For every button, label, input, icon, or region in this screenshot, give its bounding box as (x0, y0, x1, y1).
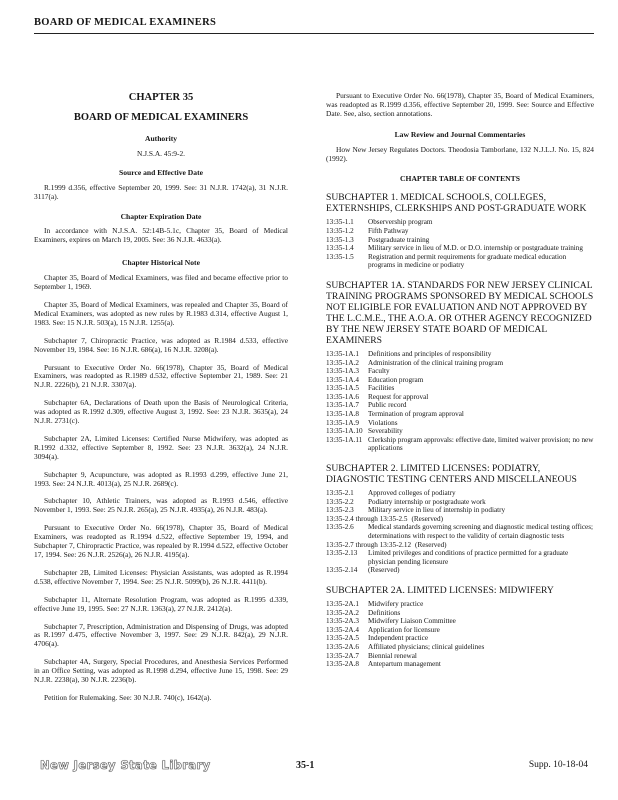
chapter-title: BOARD OF MEDICAL EXAMINERS (73, 112, 249, 123)
section-number: 13:35-2A.3 (326, 617, 359, 626)
history-note: Chapter 35, Board of Medical Examiners, was repealed and Chapter 35, Board of Medical Examiners, was adopted as new rules by R.1983 d.314, effective August 1, 1983. See: 15 N.J.R. 503(a), 15 N.J.R. 1255(a). (34, 299, 288, 327)
law-review-heading: Law Review and Journal Commentaries (394, 129, 526, 139)
expiration-text: In accordance with N.J.S.A. 52:14B-5.1c, Chapter 35, Board of Medical Examiners, expires on March 19, 2005. See: 36 N.J.R. 4633(a). (34, 226, 288, 245)
section-title: Definitions and principles of responsibility (368, 349, 492, 358)
toc-entry (326, 541, 594, 550)
expiration-heading: Chapter Expiration Date (120, 211, 202, 221)
toc-entry (326, 489, 594, 498)
section-title: Public record (368, 401, 407, 410)
section-title: Education program (368, 375, 424, 384)
section-title: Facilities (368, 384, 395, 393)
toc-entry (326, 617, 594, 626)
toc-entry (326, 367, 594, 376)
history-note: Subchapter 2A, Limited Licenses: Certified Nurse Midwifery, was adopted as R.1992 d.332, effective September 8, 1992. See: 23 N.J.R. 3632(a), 24 N.J.R. 3094(a). (34, 433, 288, 461)
history-note: Chapter 35, Board of Medical Examiners, was filed and became effective prior to September 1, 1969. (34, 273, 288, 292)
section-number: 13:35-1A.2 (326, 358, 359, 367)
toc-entry (326, 609, 594, 618)
subchapter-title: SUBCHAPTER 2. LIMITED LICENSES: PODIATRY, DIAGNOSTIC TESTING CENTERS AND MISCELLANEOUS (326, 463, 577, 486)
section-title: Administration of the clinical training program (368, 358, 504, 367)
section-title: Observership program (368, 218, 433, 227)
section-number: 13:35-2A.6 (326, 642, 359, 651)
toc-entry (326, 253, 594, 270)
toc-entry (326, 384, 594, 393)
section-title: (Reserved) (368, 566, 400, 575)
section-title: Clerkship program approvals: effective date, limited waiver provision; no new applications (368, 435, 594, 453)
right-column (326, 92, 594, 679)
history-note: Subchapter 4A, Surgery, Special Procedures, and Anesthesia Services Performed in an Office Setting, was adopted as R.1998 d.294, effective June 15, 1998. See: 29 N.J.R. 2238(a), 30 N.J.R. 2236(b). (34, 657, 288, 685)
toc-entry (326, 419, 594, 428)
section-title: Medical standards governing screening and diagnostic medical testing offices; determinations with respect to the validity of certain diagnostic tests (368, 523, 594, 540)
toc-entry (326, 515, 594, 524)
section-title: (Reserved) (411, 514, 443, 523)
section-number: 13:35-1.4 (326, 244, 354, 253)
section-title: Midwifery Liaison Committee (368, 617, 456, 626)
source-heading: Source and Effective Date (118, 167, 203, 177)
section-title: Podiatry internship or postgraduate work (368, 497, 486, 506)
section-title: Registration and permit requirements for graduate medical education programs in medicine or podiatry (368, 252, 567, 270)
history-notes (34, 274, 288, 703)
toc-entry (326, 634, 594, 643)
section-list (326, 218, 594, 270)
law-review-text: How New Jersey Regulates Doctors. Theodosia Tamborlane, 132 N.J.L.J. No. 15, 824 (1992). (326, 144, 594, 163)
section-title: Request for approval (368, 392, 429, 401)
section-number: 13:35-2A.2 (326, 608, 359, 617)
section-title: Limited privileges and conditions of practice permitted for a graduate physician pending licensure (368, 549, 569, 566)
subchapter-title: SUBCHAPTER 1A. STANDARDS FOR NEW JERSEY CLINICAL TRAINING PROGRAMS SPONSORED BY MEDICAL SCHOOLS NOT ELIGIBLE FOR EVALUATION AND NOT APPROVED BY THE L.C.M.E., THE A.O.A. OR OTHER AGENCY RECOGNIZED BY THE NEW JERSEY STATE BOARD OF MEDICAL EXAMINERS (326, 279, 594, 346)
section-number: 13:35-1.5 (326, 252, 354, 261)
history-note: Subchapter 7, Chiropractic Practice, was adopted as R.1984 d.533, effective November 19, 1984. See: 16 N.J.R. 686(a), 16 N.J.R. 3208(a). (34, 335, 288, 354)
chapter-number: CHAPTER 35 (128, 92, 194, 103)
history-note: Pursuant to Executive Order No. 66(1978), Chapter 35, Board of Medical Examiners, was readopted as R.1994 d.522, effective September 19, 1994, and Subchapter 7, Chiropractic Practice, was repealed by R.1994 d.522, effective October 17, 1994. See: 26 N.J.R. 2526(a), 26 N.J.R. 4195(a). (34, 523, 288, 559)
toc-entry (326, 652, 594, 661)
section-number: 13:35-1.2 (326, 226, 354, 235)
section-number: 13:35-2.6 (326, 523, 354, 532)
section-number: 13:35-2.3 (326, 506, 354, 515)
toc-entry (326, 218, 594, 227)
section-title: Fifth Pathway (368, 226, 409, 235)
toc-entry (326, 376, 594, 385)
section-list (326, 489, 594, 575)
section-title: Definitions (368, 608, 401, 617)
left-column (34, 92, 288, 712)
section-title: Violations (368, 418, 398, 427)
section-number: 13:35-2.7 through 13:35-2.12 (326, 540, 412, 549)
section-number: 13:35-1A.8 (326, 410, 359, 419)
section-title: Termination of program approval (368, 410, 464, 419)
toc-entry (326, 643, 594, 652)
section-title: Midwifery practice (368, 599, 424, 608)
section-title: Postgraduate training (368, 235, 430, 244)
toc-entry (326, 566, 594, 575)
authority-text: N.J.S.A. 45:9-2. (136, 148, 186, 158)
section-number: 13:35-2A.8 (326, 660, 359, 669)
section-number: 13:35-1A.7 (326, 401, 359, 410)
section-title: Independent practice (368, 634, 429, 643)
section-number: 13:35-1A.9 (326, 418, 359, 427)
toc-entry (326, 410, 594, 419)
section-number: 13:35-2A.1 (326, 599, 359, 608)
section-number: 13:35-2.14 (326, 566, 358, 575)
section-number: 13:35-1.1 (326, 218, 354, 227)
section-number: 13:35-2A.5 (326, 634, 359, 643)
section-number: 13:35-2A.7 (326, 651, 359, 660)
toc-entry (326, 393, 594, 402)
history-note: Subchapter 10, Athletic Trainers, was adopted as R.1993 d.546, effective November 1, 1993. See: 25 N.J.R. 265(a), 25 N.J.R. 4935(a), 26 N.J.R. 483(a). (34, 496, 288, 515)
section-title: Severability (368, 427, 403, 436)
source-text: R.1999 d.356, effective September 20, 1999. See: 31 N.J.R. 1742(a), 31 N.J.R. 3117(a). (34, 182, 288, 201)
toc-entry (326, 600, 594, 609)
section-number: 13:35-1A.5 (326, 384, 359, 393)
toc-entry (326, 506, 594, 515)
toc-entry (326, 427, 594, 436)
section-title: (Reserved) (415, 540, 447, 549)
subchapter-title: SUBCHAPTER 2A. LIMITED LICENSES: MIDWIFERY (326, 584, 554, 596)
history-note: Subchapter 6A, Declarations of Death upon the Basis of Neurological Criteria, was adopted as R.1992 d.309, effective August 3, 1992. See: 23 N.J.R. 3635(a), 24 N.J.R. 2731(c). (34, 398, 288, 426)
history-note: Subchapter 2B, Limited Licenses: Physician Assistants, was adopted as R.1994 d.538, effective November 7, 1994. See: 25 N.J.R. 5099(b), 26 N.J.R. 4411(b). (34, 567, 288, 586)
section-number: 13:35-1A.1 (326, 349, 359, 358)
section-number: 13:35-1A.3 (326, 367, 359, 376)
section-number: 13:35-1A.6 (326, 392, 359, 401)
toc-entry (326, 359, 594, 368)
toc-entry (326, 498, 594, 507)
toc-entry (326, 436, 594, 453)
toc-entry (326, 236, 594, 245)
section-title: Biennial renewal (368, 651, 417, 660)
section-number: 13:35-1A.10 (326, 427, 363, 436)
subchapter-title: SUBCHAPTER 1. MEDICAL SCHOOLS, COLLEGES, EXTERNSHIPS, CLERKSHIPS AND POST-GRADUATE WORK (326, 192, 587, 215)
table-of-contents (326, 192, 594, 668)
toc-entry (326, 523, 594, 540)
history-note: Subchapter 11, Alternate Resolution Program, was adopted as R.1995 d.339, effective June 19, 1995. See: 27 N.J.R. 1363(a), 27 N.J.R. 2412(a). (34, 594, 288, 613)
header-rule (34, 33, 594, 34)
section-number: 13:35-2.13 (326, 549, 358, 558)
section-number: 13:35-1.3 (326, 235, 354, 244)
section-list (326, 600, 594, 669)
library-logo: New Jersey State Library (40, 758, 211, 772)
toc-entry (326, 227, 594, 236)
toc-entry (326, 626, 594, 635)
readoption-note: Pursuant to Executive Order No. 66(1978), Chapter 35, Board of Medical Examiners, was readopted as R.1999 d.356, effective September 20, 1999. See: Source and Effective Date. See, also, section annotations. (326, 91, 594, 118)
section-title: Application for licensure (368, 625, 440, 634)
history-note: Subchapter 7, Prescription, Administration and Dispensing of Drugs, was adopted as R.1997 d.475, effective November 3, 1997. See: 29 N.J.R. 842(a), 29 N.J.R. 4706(a). (34, 621, 288, 649)
supplement-date: Supp. 10-18-04 (528, 760, 588, 770)
history-note: Petition for Rulemaking. See: 30 N.J.R. 740(c), 1642(a). (44, 692, 212, 702)
page-number: 35-1 (296, 760, 315, 771)
section-number: 13:35-2A.4 (326, 625, 359, 634)
toc-heading: CHAPTER TABLE OF CONTENTS (400, 174, 520, 184)
section-list (326, 350, 594, 453)
toc-entry (326, 350, 594, 359)
authority-heading: Authority (144, 134, 178, 143)
section-number: 13:35-1A.11 (326, 435, 363, 444)
section-number: 13:35-1A.4 (326, 375, 359, 384)
running-head: BOARD OF MEDICAL EXAMINERS (34, 17, 217, 28)
section-title: Antepartum management (368, 660, 441, 669)
section-title: Approved colleges of podiatry (368, 489, 456, 498)
section-title: Faculty (368, 367, 390, 376)
toc-entry (326, 660, 594, 669)
history-heading: Chapter Historical Note (122, 258, 200, 268)
section-number: 13:35-2.4 through 13:35-2.5 (326, 514, 408, 523)
section-title: Military service in lieu of M.D. or D.O. internship or postgraduate training (368, 244, 583, 253)
toc-entry (326, 244, 594, 253)
section-title: Affiliated physicians; clinical guidelines (368, 642, 485, 651)
section-title: Military service in lieu of internship in podiatry (368, 506, 506, 515)
history-note: Subchapter 9, Acupuncture, was adopted as R.1993 d.299, effective June 21, 1993. See: 24 N.J.R. 4013(a), 25 N.J.R. 2689(c). (34, 469, 288, 488)
section-number: 13:35-2.1 (326, 489, 354, 498)
toc-entry (326, 401, 594, 410)
toc-entry (326, 549, 594, 566)
history-note: Pursuant to Executive Order No. 66(1978), Chapter 35, Board of Medical Examiners, was readopted as R.1989 d.532, effective September 21, 1989. See: 21 N.J.R. 2226(b), 21 N.J.R. 3307(a). (34, 362, 288, 390)
section-number: 13:35-2.2 (326, 497, 354, 506)
